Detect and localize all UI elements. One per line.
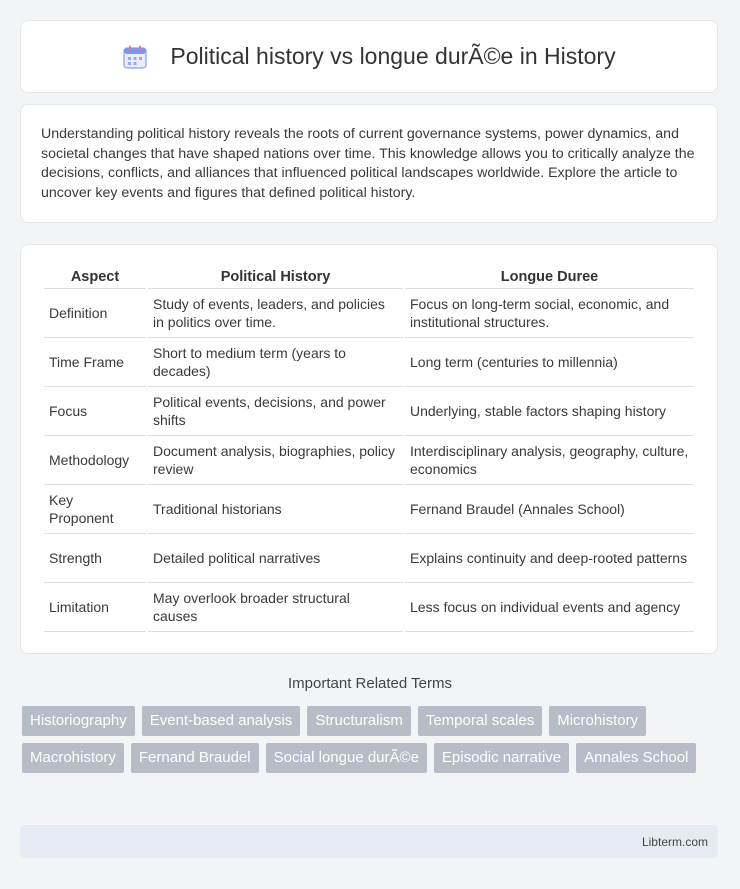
intro-card <box>20 104 718 223</box>
comparison-card <box>20 244 718 654</box>
comparison-table <box>42 265 696 632</box>
tag-macrohistory[interactable]: Macrohistory <box>22 743 124 773</box>
intro-text: Understanding political history reveals the roots of current governance systems, power dynamics, and societal changes that have shaped nations over time. This knowledge allows you to critically analyze the decisions, conflicts, and alliances that influenced political landscapes worldwide. Explore the article to uncover key events and figures that defined political history. <box>41 126 695 201</box>
row-political: Short to medium term (years to decades) <box>148 338 403 387</box>
tag-temporal-scales[interactable]: Temporal scales <box>418 706 542 736</box>
table-row <box>44 583 694 632</box>
page-title: Political history vs longue durÃ©e in History <box>170 43 616 69</box>
row-political: Document analysis, biographies, policy review <box>148 436 403 485</box>
header-card <box>20 20 718 93</box>
row-aspect: Definition <box>44 289 146 338</box>
row-longue: Long term (centuries to millennia) <box>405 338 694 387</box>
row-aspect: Strength <box>44 534 146 583</box>
row-longue: Explains continuity and deep-rooted patterns <box>405 534 694 583</box>
row-political: Study of events, leaders, and policies in politics over time. <box>148 289 403 338</box>
row-political: Political events, decisions, and power shifts <box>148 387 403 436</box>
row-longue: Fernand Braudel (Annales School) <box>405 485 694 534</box>
tag-social-longue-duree[interactable]: Social longue durÃ©e <box>266 743 427 773</box>
tag-annales-school[interactable]: Annales School <box>576 743 696 773</box>
row-aspect: Focus <box>44 387 146 436</box>
header-aspect: Aspect <box>44 265 146 289</box>
row-aspect: Methodology <box>44 436 146 485</box>
table-row <box>44 534 694 583</box>
table-row <box>44 338 694 387</box>
calendar-icon <box>122 44 148 70</box>
row-longue: Interdisciplinary analysis, geography, culture, economics <box>405 436 694 485</box>
tag-historiography[interactable]: Historiography <box>22 706 135 736</box>
related-terms-title: Important Related Terms <box>288 675 452 692</box>
table-header-row <box>44 265 694 289</box>
row-aspect: Key Proponent <box>44 485 146 534</box>
tag-event-based-analysis[interactable]: Event-based analysis <box>142 706 301 736</box>
row-political: Traditional historians <box>148 485 403 534</box>
table-row <box>44 485 694 534</box>
row-aspect: Time Frame <box>44 338 146 387</box>
table-row <box>44 436 694 485</box>
row-longue: Underlying, stable factors shaping history <box>405 387 694 436</box>
row-political: May overlook broader structural causes <box>148 583 403 632</box>
footer <box>20 825 718 858</box>
tag-microhistory[interactable]: Microhistory <box>549 706 646 736</box>
row-aspect: Limitation <box>44 583 146 632</box>
table-row <box>44 387 694 436</box>
row-political: Detailed political narratives <box>148 534 403 583</box>
table-row <box>44 289 694 338</box>
footer-site-link[interactable]: Libterm.com <box>641 835 708 849</box>
tag-structuralism[interactable]: Structuralism <box>307 706 411 736</box>
row-longue: Focus on long-term social, economic, and institutional structures. <box>405 289 694 338</box>
header-longue-duree: Longue Duree <box>405 265 694 289</box>
related-terms-tags <box>22 706 722 773</box>
tag-fernand-braudel[interactable]: Fernand Braudel <box>131 743 259 773</box>
header-political-history: Political History <box>148 265 403 289</box>
tag-episodic-narrative[interactable]: Episodic narrative <box>434 743 569 773</box>
row-longue: Less focus on individual events and agency <box>405 583 694 632</box>
